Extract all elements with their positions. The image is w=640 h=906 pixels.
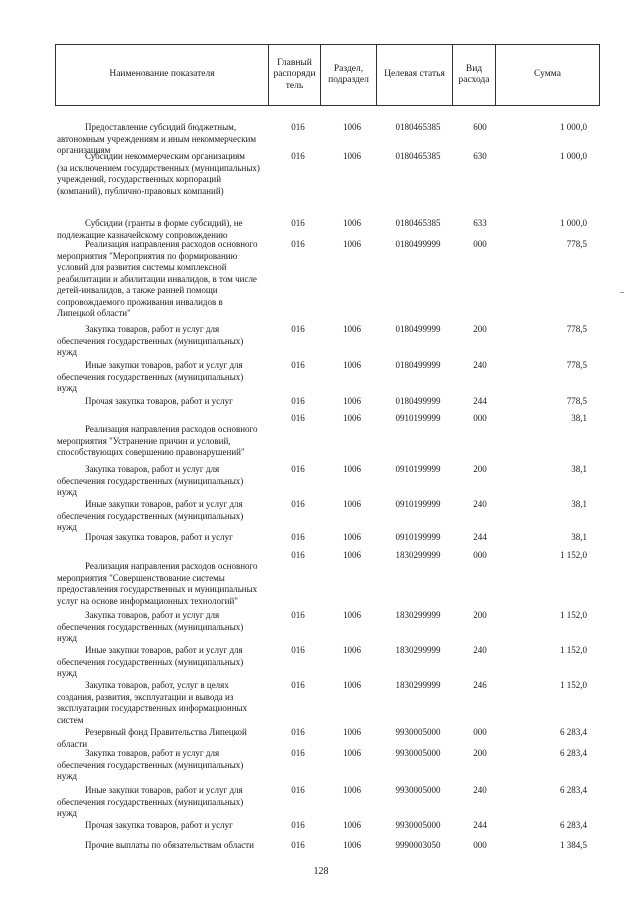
row-name-line: нужд bbox=[57, 633, 77, 643]
header-sum-label: Сумма bbox=[534, 69, 561, 80]
row-grbs: 016 bbox=[291, 645, 305, 655]
row-amount: 6 283,4 bbox=[560, 785, 587, 795]
row-expense-type: 600 bbox=[473, 122, 487, 132]
header-grbs-line: Главный bbox=[277, 57, 312, 68]
row-name bbox=[57, 424, 272, 459]
row-name-line: создания, развития, эксплуатации и вывода из bbox=[57, 691, 234, 702]
row-razdel: 1006 bbox=[343, 122, 361, 132]
row-amount: 1 152,0 bbox=[560, 680, 587, 690]
row-name bbox=[57, 499, 272, 534]
row-amount: 1 152,0 bbox=[560, 550, 587, 560]
row-name bbox=[57, 218, 272, 241]
row-name-line: обеспечения государственных (муниципальных) bbox=[57, 759, 244, 770]
row-target-article: 0910199999 bbox=[395, 499, 441, 509]
row-expense-type: 240 bbox=[473, 499, 487, 509]
row-name-line: обеспечения государственных (муниципальных) bbox=[57, 510, 244, 521]
header-grbs-line: тель bbox=[285, 80, 304, 91]
row-name-line: условий для развития системы комплексной bbox=[57, 262, 227, 272]
row-name-line: обеспечения государственных (муниципальных) bbox=[57, 656, 244, 667]
row-expense-type: 630 bbox=[473, 151, 487, 161]
row-name-line: автономным учреждениям и иным некоммерческим bbox=[57, 133, 257, 144]
row-expense-type: 240 bbox=[473, 360, 487, 370]
row-expense-type: 240 bbox=[473, 645, 487, 655]
row-grbs: 016 bbox=[291, 218, 305, 228]
row-amount: 1 152,0 bbox=[560, 610, 587, 620]
row-target-article: 9930005000 bbox=[395, 820, 441, 830]
header-vid-line: Вид bbox=[465, 63, 483, 74]
row-target-article: 1830299999 bbox=[395, 680, 441, 690]
row-expense-type: 000 bbox=[473, 840, 487, 850]
row-grbs: 016 bbox=[291, 396, 305, 406]
row-expense-type: 633 bbox=[473, 218, 487, 228]
row-name-line: нужд bbox=[57, 487, 77, 497]
row-amount: 778,5 bbox=[566, 239, 587, 249]
row-grbs: 016 bbox=[291, 413, 305, 423]
row-amount: 778,5 bbox=[566, 360, 587, 370]
row-name-line: предоставления государственных и муниципальных bbox=[57, 584, 258, 594]
row-name-line: Закупка товаров, работ и услуг для bbox=[85, 610, 220, 620]
row-name-line: подлежащие казначейскому сопровождению bbox=[57, 229, 228, 240]
row-target-article: 0180499999 bbox=[395, 396, 441, 406]
row-name-line: Иные закупки товаров, работ и услуг для bbox=[85, 785, 243, 795]
row-name-line: мероприятия "Мероприятия по формированию bbox=[57, 250, 238, 261]
row-name-line: нужд bbox=[57, 347, 77, 357]
row-name-line: Закупка товаров, работ, услуг в целях bbox=[85, 680, 229, 690]
row-expense-type: 200 bbox=[473, 748, 487, 758]
row-target-article: 9930005000 bbox=[395, 727, 441, 737]
row-name-line: обеспечения государственных (муниципальных) bbox=[57, 621, 244, 632]
row-name-line: Иные закупки товаров, работ и услуг для bbox=[85, 645, 243, 655]
row-name-line: Субсидии некоммерческим организациям bbox=[85, 151, 245, 161]
row-grbs: 016 bbox=[291, 499, 305, 509]
row-amount: 38,1 bbox=[571, 464, 587, 474]
header-name-label: Наименование показателя bbox=[109, 69, 215, 80]
row-amount: 38,1 bbox=[571, 499, 587, 509]
row-name-line: организациям bbox=[57, 145, 111, 155]
row-grbs: 016 bbox=[291, 151, 305, 161]
row-name-line: Иные закупки товаров, работ и услуг для bbox=[85, 360, 243, 370]
row-razdel: 1006 bbox=[343, 151, 361, 161]
row-name bbox=[57, 239, 272, 320]
row-name-line: детей-инвалидов, а также ранней помощи bbox=[57, 285, 218, 295]
row-name-line: Закупка товаров, работ и услуг для bbox=[85, 748, 220, 758]
row-name-line: Прочие выплаты по обязательствам области bbox=[85, 840, 254, 850]
row-name-line: Резервный фонд Правительства Липецкой bbox=[85, 727, 247, 737]
row-amount: 6 283,4 bbox=[560, 748, 587, 758]
row-name-line: Прочая закупка товаров, работ и услуг bbox=[85, 820, 233, 830]
row-grbs: 016 bbox=[291, 785, 305, 795]
row-expense-type: 246 bbox=[473, 680, 487, 690]
row-name-line: способствующих совершению правонарушений" bbox=[57, 447, 245, 457]
row-expense-type: 240 bbox=[473, 785, 487, 795]
header-target-label: Целевая статья bbox=[384, 69, 445, 80]
row-name-line: нужд bbox=[57, 668, 77, 678]
row-name bbox=[57, 396, 272, 408]
row-name-line: области bbox=[57, 738, 88, 749]
row-name-line: Липецкой области" bbox=[57, 308, 131, 318]
row-razdel: 1006 bbox=[343, 464, 361, 474]
row-target-article: 0180465385 bbox=[395, 218, 441, 228]
row-amount: 778,5 bbox=[566, 324, 587, 334]
row-name-line: сопровождаемого проживания инвалидов в bbox=[57, 296, 223, 307]
header-razdel-line: Раздел, bbox=[333, 63, 364, 74]
row-target-article: 1830299999 bbox=[395, 610, 441, 620]
row-amount: 1 000,0 bbox=[560, 122, 587, 132]
row-name-line: эксплуатации государственных информационных bbox=[57, 703, 248, 713]
row-name-line: нужд bbox=[57, 522, 77, 532]
row-name bbox=[57, 561, 272, 607]
row-grbs: 016 bbox=[291, 239, 305, 249]
row-target-article: 0180499999 bbox=[395, 360, 441, 370]
row-name-line: обеспечения государственных (муниципальных) bbox=[57, 335, 244, 346]
row-name-line: Реализация направления расходов основного bbox=[85, 239, 258, 249]
row-expense-type: 244 bbox=[473, 532, 487, 542]
row-expense-type: 200 bbox=[473, 610, 487, 620]
row-name-line: обеспечения государственных (муниципальных) bbox=[57, 475, 244, 486]
row-razdel: 1006 bbox=[343, 324, 361, 334]
header-razdel-line: подраздел bbox=[328, 75, 369, 85]
row-razdel: 1006 bbox=[343, 680, 361, 690]
row-name-line: Субсидии (гранты в форме субсидий), не bbox=[85, 218, 243, 228]
row-name-line: Реализация направления расходов основного bbox=[85, 561, 258, 571]
row-name-line: нужд bbox=[57, 771, 77, 781]
row-name bbox=[57, 324, 272, 359]
row-grbs: 016 bbox=[291, 360, 305, 370]
row-amount: 6 283,4 bbox=[560, 727, 587, 737]
row-razdel: 1006 bbox=[343, 645, 361, 655]
row-razdel: 1006 bbox=[343, 239, 361, 249]
row-grbs: 016 bbox=[291, 727, 305, 737]
row-grbs: 016 bbox=[291, 748, 305, 758]
row-name-line: Прочая закупка товаров, работ и услуг bbox=[85, 396, 233, 406]
row-name bbox=[57, 785, 272, 820]
row-razdel: 1006 bbox=[343, 413, 361, 423]
row-name bbox=[57, 610, 272, 645]
row-grbs: 016 bbox=[291, 550, 305, 560]
row-name-line: реабилитации и абилитации инвалидов, в том числе bbox=[57, 273, 257, 284]
row-name-line: обеспечения государственных (муниципальных) bbox=[57, 796, 244, 807]
row-target-article: 0910199999 bbox=[395, 532, 441, 542]
row-name bbox=[57, 727, 272, 750]
row-target-article: 0910199999 bbox=[395, 464, 441, 474]
row-expense-type: 244 bbox=[473, 396, 487, 406]
row-name-line: Закупка товаров, работ и услуг для bbox=[85, 324, 220, 334]
row-target-article: 0180499999 bbox=[395, 324, 441, 334]
row-expense-type: 000 bbox=[473, 239, 487, 249]
row-razdel: 1006 bbox=[343, 785, 361, 795]
row-name-line: (за исключением государственных (муниципальных) bbox=[57, 162, 260, 173]
row-name bbox=[57, 532, 272, 544]
row-grbs: 016 bbox=[291, 840, 305, 850]
row-razdel: 1006 bbox=[343, 360, 361, 370]
row-razdel: 1006 bbox=[343, 748, 361, 758]
row-grbs: 016 bbox=[291, 122, 305, 132]
row-name bbox=[57, 680, 272, 726]
row-name-line: Иные закупки товаров, работ и услуг для bbox=[85, 499, 243, 509]
row-razdel: 1006 bbox=[343, 550, 361, 560]
row-name-line: нужд bbox=[57, 808, 77, 818]
row-razdel: 1006 bbox=[343, 532, 361, 542]
row-name-line: услуг на основе информационных технологий" bbox=[57, 595, 238, 606]
margin-mark bbox=[620, 292, 624, 293]
row-name-line: Закупка товаров, работ и услуг для bbox=[85, 464, 220, 474]
row-amount: 1 000,0 bbox=[560, 218, 587, 228]
row-name-line: Реализация направления расходов основного bbox=[85, 424, 258, 434]
row-grbs: 016 bbox=[291, 680, 305, 690]
row-name-line: нужд bbox=[57, 383, 77, 393]
row-name bbox=[57, 151, 272, 197]
row-grbs: 016 bbox=[291, 610, 305, 620]
row-razdel: 1006 bbox=[343, 499, 361, 509]
row-name-line: Предоставление субсидий бюджетным, bbox=[85, 122, 237, 132]
row-name-line: учреждений, государственных корпораций bbox=[57, 174, 222, 184]
row-expense-type: 000 bbox=[473, 550, 487, 560]
row-razdel: 1006 bbox=[343, 840, 361, 850]
row-razdel: 1006 bbox=[343, 820, 361, 830]
row-target-article: 1830299999 bbox=[395, 550, 441, 560]
row-name-line: систем bbox=[57, 714, 84, 725]
row-razdel: 1006 bbox=[343, 218, 361, 228]
row-target-article: 0180465385 bbox=[395, 122, 441, 132]
row-name bbox=[57, 464, 272, 499]
row-name-line: мероприятия "Устранение причин и условий, bbox=[57, 435, 231, 446]
row-amount: 38,1 bbox=[571, 532, 587, 542]
row-amount: 778,5 bbox=[566, 396, 587, 406]
row-expense-type: 000 bbox=[473, 727, 487, 737]
row-target-article: 0180499999 bbox=[395, 239, 441, 249]
row-target-article: 1830299999 bbox=[395, 645, 441, 655]
row-expense-type: 200 bbox=[473, 464, 487, 474]
row-target-article: 0910199999 bbox=[395, 413, 441, 423]
row-grbs: 016 bbox=[291, 464, 305, 474]
row-razdel: 1006 bbox=[343, 610, 361, 620]
row-name-line: Прочая закупка товаров, работ и услуг bbox=[85, 532, 233, 542]
header-vid-line: расхода bbox=[458, 75, 490, 85]
row-grbs: 016 bbox=[291, 324, 305, 334]
row-grbs: 016 bbox=[291, 532, 305, 542]
row-grbs: 016 bbox=[291, 820, 305, 830]
row-name-line: (компаний), публично-правовых компаний) bbox=[57, 185, 224, 196]
row-name-line: обеспечения государственных (муниципальных) bbox=[57, 371, 244, 382]
row-name bbox=[57, 748, 272, 783]
row-razdel: 1006 bbox=[343, 396, 361, 406]
row-expense-type: 244 bbox=[473, 820, 487, 830]
row-expense-type: 200 bbox=[473, 324, 487, 334]
row-target-article: 9930005000 bbox=[395, 785, 441, 795]
row-amount: 1 152,0 bbox=[560, 645, 587, 655]
row-target-article: 0180465385 bbox=[395, 151, 441, 161]
row-amount: 38,1 bbox=[571, 413, 587, 423]
row-name bbox=[57, 360, 272, 395]
row-amount: 1 000,0 bbox=[560, 151, 587, 161]
row-name-line: мероприятия "Совершенствование системы bbox=[57, 572, 225, 583]
row-name bbox=[57, 645, 272, 680]
row-name bbox=[57, 820, 272, 832]
row-name bbox=[57, 840, 272, 852]
row-expense-type: 000 bbox=[473, 413, 487, 423]
row-amount: 6 283,4 bbox=[560, 820, 587, 830]
row-razdel: 1006 bbox=[343, 727, 361, 737]
row-target-article: 9990003050 bbox=[395, 840, 441, 850]
row-target-article: 9930005000 bbox=[395, 748, 441, 758]
page-number: 128 bbox=[313, 866, 329, 877]
header-grbs-line: распоряди bbox=[273, 69, 316, 80]
row-amount: 1 384,5 bbox=[560, 840, 587, 850]
